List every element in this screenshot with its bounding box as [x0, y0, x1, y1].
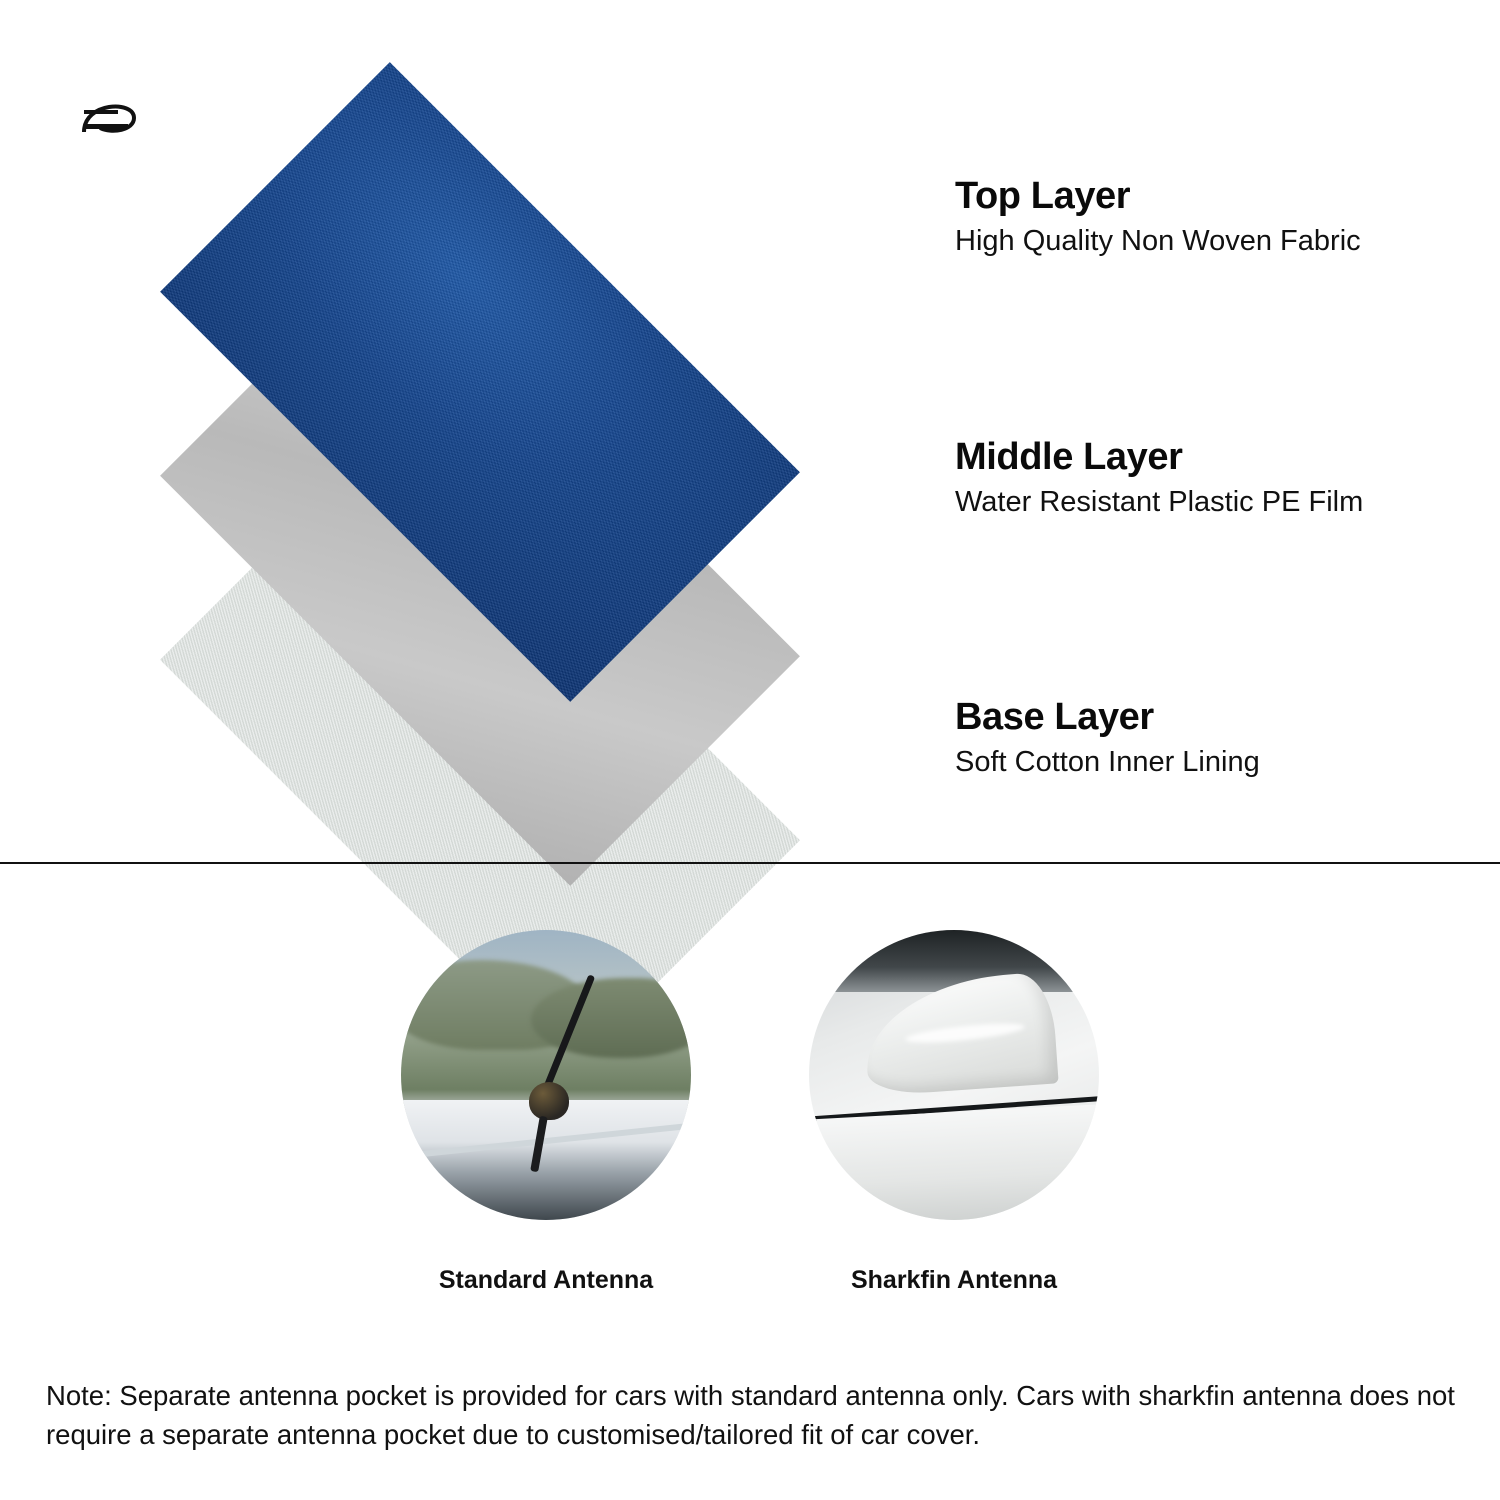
layer-subtitle-base: Soft Cotton Inner Lining	[955, 745, 1260, 778]
layer-caption-top	[955, 176, 1361, 259]
layer-subtitle-top: High Quality Non Woven Fabric	[955, 224, 1361, 257]
car-body-panel	[809, 1104, 1099, 1220]
layer-title-top: Top Layer	[955, 175, 1131, 217]
sharkfin-antenna-photo	[809, 930, 1099, 1220]
antenna-item-sharkfin	[809, 930, 1099, 1295]
exploded-layer-diagram	[40, 110, 920, 810]
layer-title-middle: Middle Layer	[955, 436, 1183, 478]
antenna-label-sharkfin: Sharkfin Antenna	[850, 1266, 1058, 1294]
car-rear-window	[809, 930, 1099, 992]
layer-title-base: Base Layer	[955, 696, 1154, 738]
antenna-comparison-row	[0, 930, 1500, 1295]
antenna-note-text: Note: Separate antenna pocket is provided for cars with standard antenna only. Cars with sharkfin antenna does not require a separate antenna pocket due to customised/tailored fit of car cover.	[46, 1380, 1455, 1451]
antenna-info-panel	[0, 864, 1500, 1500]
layer-caption-middle	[955, 437, 1363, 520]
layer-subtitle-middle: Water Resistant Plastic PE Film	[955, 485, 1364, 518]
antenna-label-standard: Standard Antenna	[438, 1266, 654, 1294]
antenna-item-standard	[401, 930, 691, 1295]
antenna-base-knob	[529, 1082, 569, 1120]
layer-caption-base	[955, 697, 1260, 780]
standard-antenna-photo	[401, 930, 691, 1220]
